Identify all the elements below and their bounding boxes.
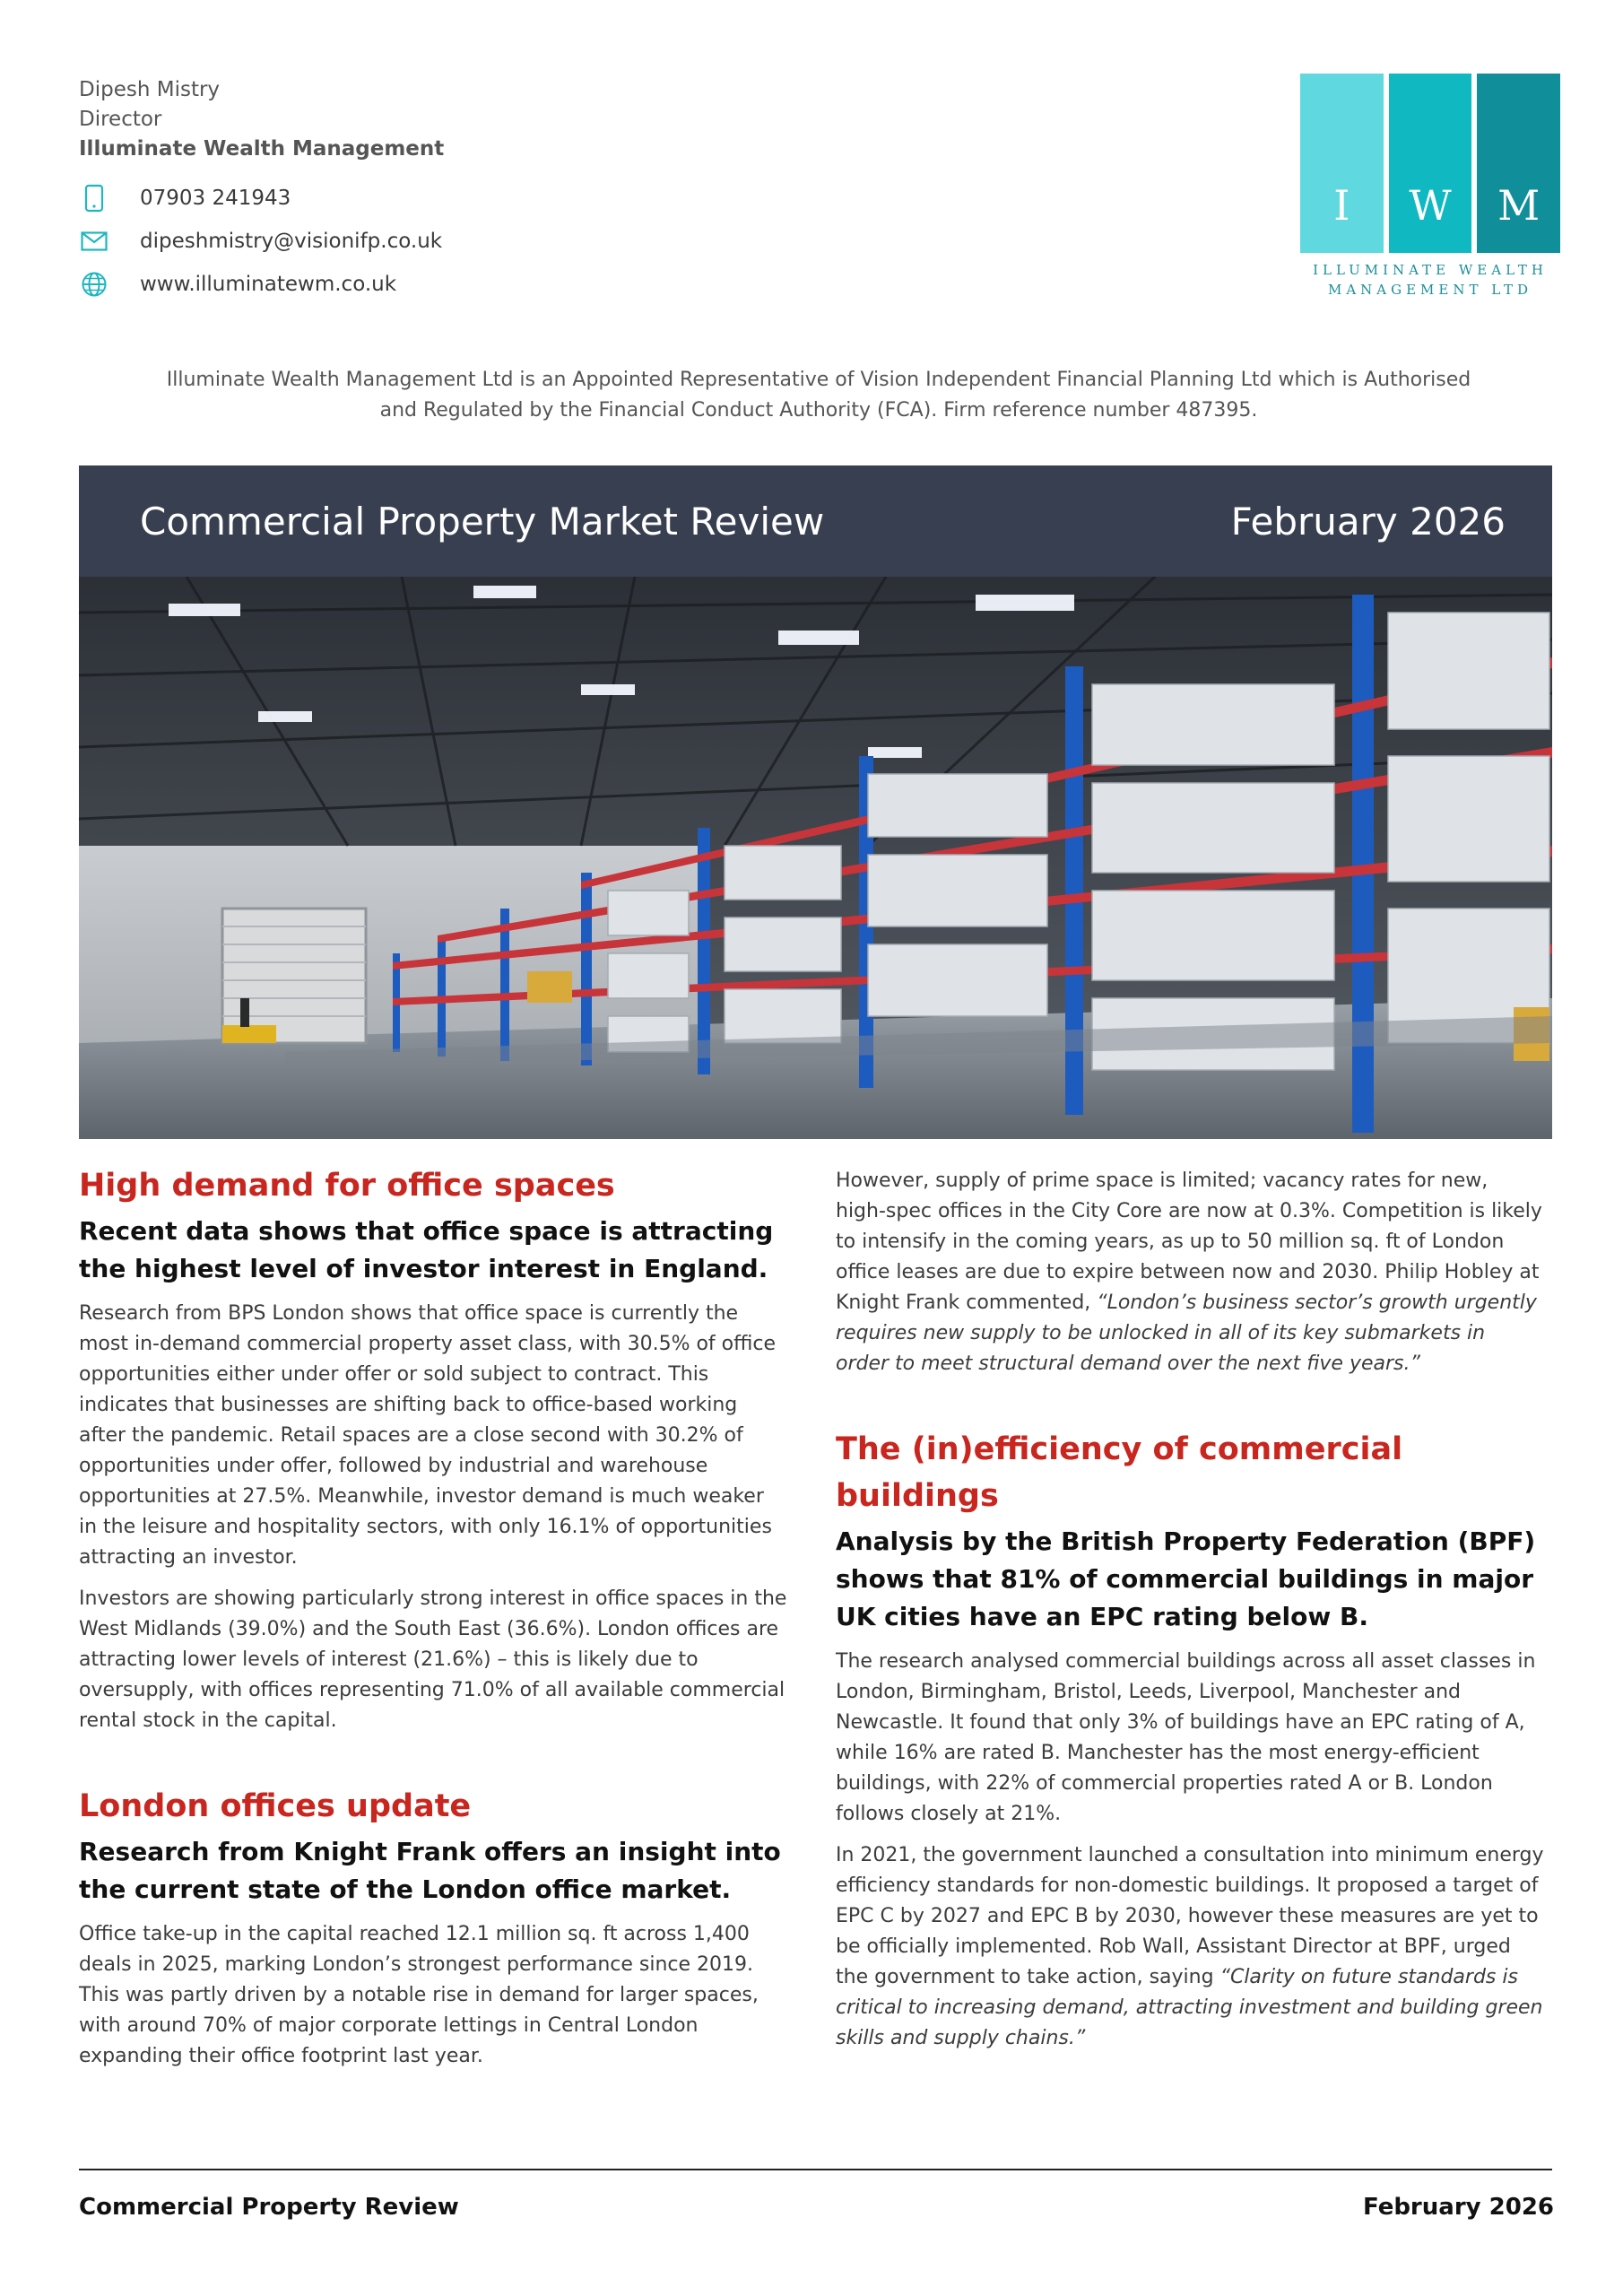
quote-rob-wall: “Clarity on future standards is critical to increasing demand, attracting investment and building green skills and supply chains.” bbox=[836, 1966, 1543, 2049]
email-icon bbox=[79, 226, 109, 257]
contact-email[interactable]: dipeshmistry@visionifp.co.uk bbox=[140, 230, 443, 253]
contact-email-row bbox=[79, 220, 444, 263]
contact-name: Dipesh Mistry bbox=[79, 78, 221, 101]
section-heading-london-offices: London offices update bbox=[79, 1788, 472, 1824]
contact-role: Director bbox=[79, 108, 162, 131]
footer-date: February 2026 bbox=[1362, 2194, 1554, 2221]
disclaimer-line-1: Illuminate Wealth Management Ltd is an Appointed Representative of Vision Independent Financial Planning Ltd which is Authorised bbox=[166, 369, 1471, 391]
paragraph-office-demand-2: Investors are showing particularly strong interest in office spaces in the West Midlands (39.0%) and the South East (36.6%). London offices are attracting lower levels of interest (21.6%) – this is likely due to oversupply, with offices representing 71.0% of all available commercial rental stock in the capital. bbox=[79, 1587, 787, 1732]
section-subheading-building-efficiency: Analysis by the British Property Federation (BPF) shows that 81% of commercial buildings in major UK cities have an EPC rating below B. bbox=[836, 1526, 1536, 1631]
footer-divider bbox=[79, 2169, 1552, 2170]
logo-block-i: I bbox=[1300, 74, 1384, 253]
section-heading-building-efficiency: The (in)efficiency of commercial buildings bbox=[836, 1431, 1403, 1514]
contact-company: Illuminate Wealth Management bbox=[79, 137, 445, 161]
warehouse-image bbox=[79, 577, 1552, 1139]
regulatory-disclaimer bbox=[79, 365, 1558, 426]
left-column bbox=[79, 1162, 787, 2083]
company-logo bbox=[1300, 74, 1560, 300]
section-subheading-office-demand: Recent data shows that office space is attracting the highest level of investor interest in England. bbox=[79, 1216, 774, 1283]
disclaimer-line-2: and Regulated by the Financial Conduct Authority (FCA). Firm reference number 487395. bbox=[379, 399, 1258, 422]
paragraph-office-demand-1: Research from BPS London shows that office space is currently the most in-demand commercial property asset class, with 30.5% of office opportunities either under offer or sold subject to contract. This indicates that businesses are shifting back to office-based working after the pandemic. Retail spaces are a close second with 30.2% of opportunities under offer, followed by industrial and warehouse opportunities at 27.5%. Meanwhile, investor demand is much weaker in the leisure and hospitality sectors, with only 16.1% of opportunities attracting an investor. bbox=[79, 1302, 777, 1569]
paragraph-building-efficiency-1: The research analysed commercial buildings across all asset classes in London, Birmingham, Bristol, Leeds, Liverpool, Manchester and Newcastle. It found that only 3% of buildings have an EPC rating of A, while 16% are rated B. Manchester has the most energy-efficient buildings, with 22% of commercial properties rated A or B. London follows closely at 21%. bbox=[836, 1650, 1536, 1825]
contact-website-row bbox=[79, 263, 444, 306]
title-banner bbox=[79, 465, 1552, 577]
contact-phone-row bbox=[79, 177, 444, 220]
banner-title: Commercial Property Market Review bbox=[140, 499, 825, 544]
contact-phone[interactable]: 07903 241943 bbox=[140, 187, 291, 210]
contact-block bbox=[79, 75, 444, 306]
footer-title: Commercial Property Review bbox=[79, 2194, 459, 2221]
logo-block-m: M bbox=[1477, 74, 1560, 253]
section-heading-office-demand: High demand for office spaces bbox=[79, 1168, 615, 1204]
globe-icon bbox=[79, 269, 109, 300]
contact-website[interactable]: www.illuminatewm.co.uk bbox=[140, 273, 397, 296]
banner-date: February 2026 bbox=[1230, 499, 1506, 544]
logo-name-line1: ILLUMINATE WEALTH bbox=[1313, 262, 1548, 278]
quote-philip-hobley: “London’s business sector’s growth urgently requires new supply to be unlocked in all of its key submarkets in order to meet structural demand over the next five years.” bbox=[836, 1292, 1537, 1375]
phone-icon bbox=[79, 183, 109, 213]
right-column bbox=[836, 1166, 1544, 2065]
logo-name-line2: MANAGEMENT LTD bbox=[1327, 282, 1533, 298]
section-subheading-london-offices: Research from Knight Frank offers an insight into the current state of the London office market. bbox=[79, 1837, 781, 1904]
paragraph-london-offices-2 bbox=[836, 1166, 1544, 1379]
logo-block-w: W bbox=[1389, 74, 1472, 253]
paragraph-building-efficiency-2 bbox=[836, 1840, 1544, 2054]
paragraph-building-efficiency-2-text: In 2021, the government launched a consultation into minimum energy efficiency standards for non-domestic buildings. It proposed a target of EPC C by 2027 and EPC B by 2030, however these measures are yet to be officially implemented. Rob Wall, Assistant Director at BPF, urged the government to take action, saying bbox=[836, 1844, 1544, 1988]
paragraph-london-offices-2-text: However, supply of prime space is limited; vacancy rates for new, high-spec offices in the City Core are now at 0.3%. Competition is likely to intensify in the coming years, as up to 50 million sq. ft of London office leases are due to expire between now and 2030. Philip Hobley at Knight Frank commented, bbox=[836, 1170, 1542, 1314]
paragraph-london-offices-1: Office take-up in the capital reached 12.1 million sq. ft across 1,400 deals in 2025, marking London’s strongest performance since 2019. This was partly driven by a notable rise in demand for larger spaces, with around 70% of major corporate lettings in Central London expanding their office footprint last year. bbox=[79, 1923, 759, 2067]
